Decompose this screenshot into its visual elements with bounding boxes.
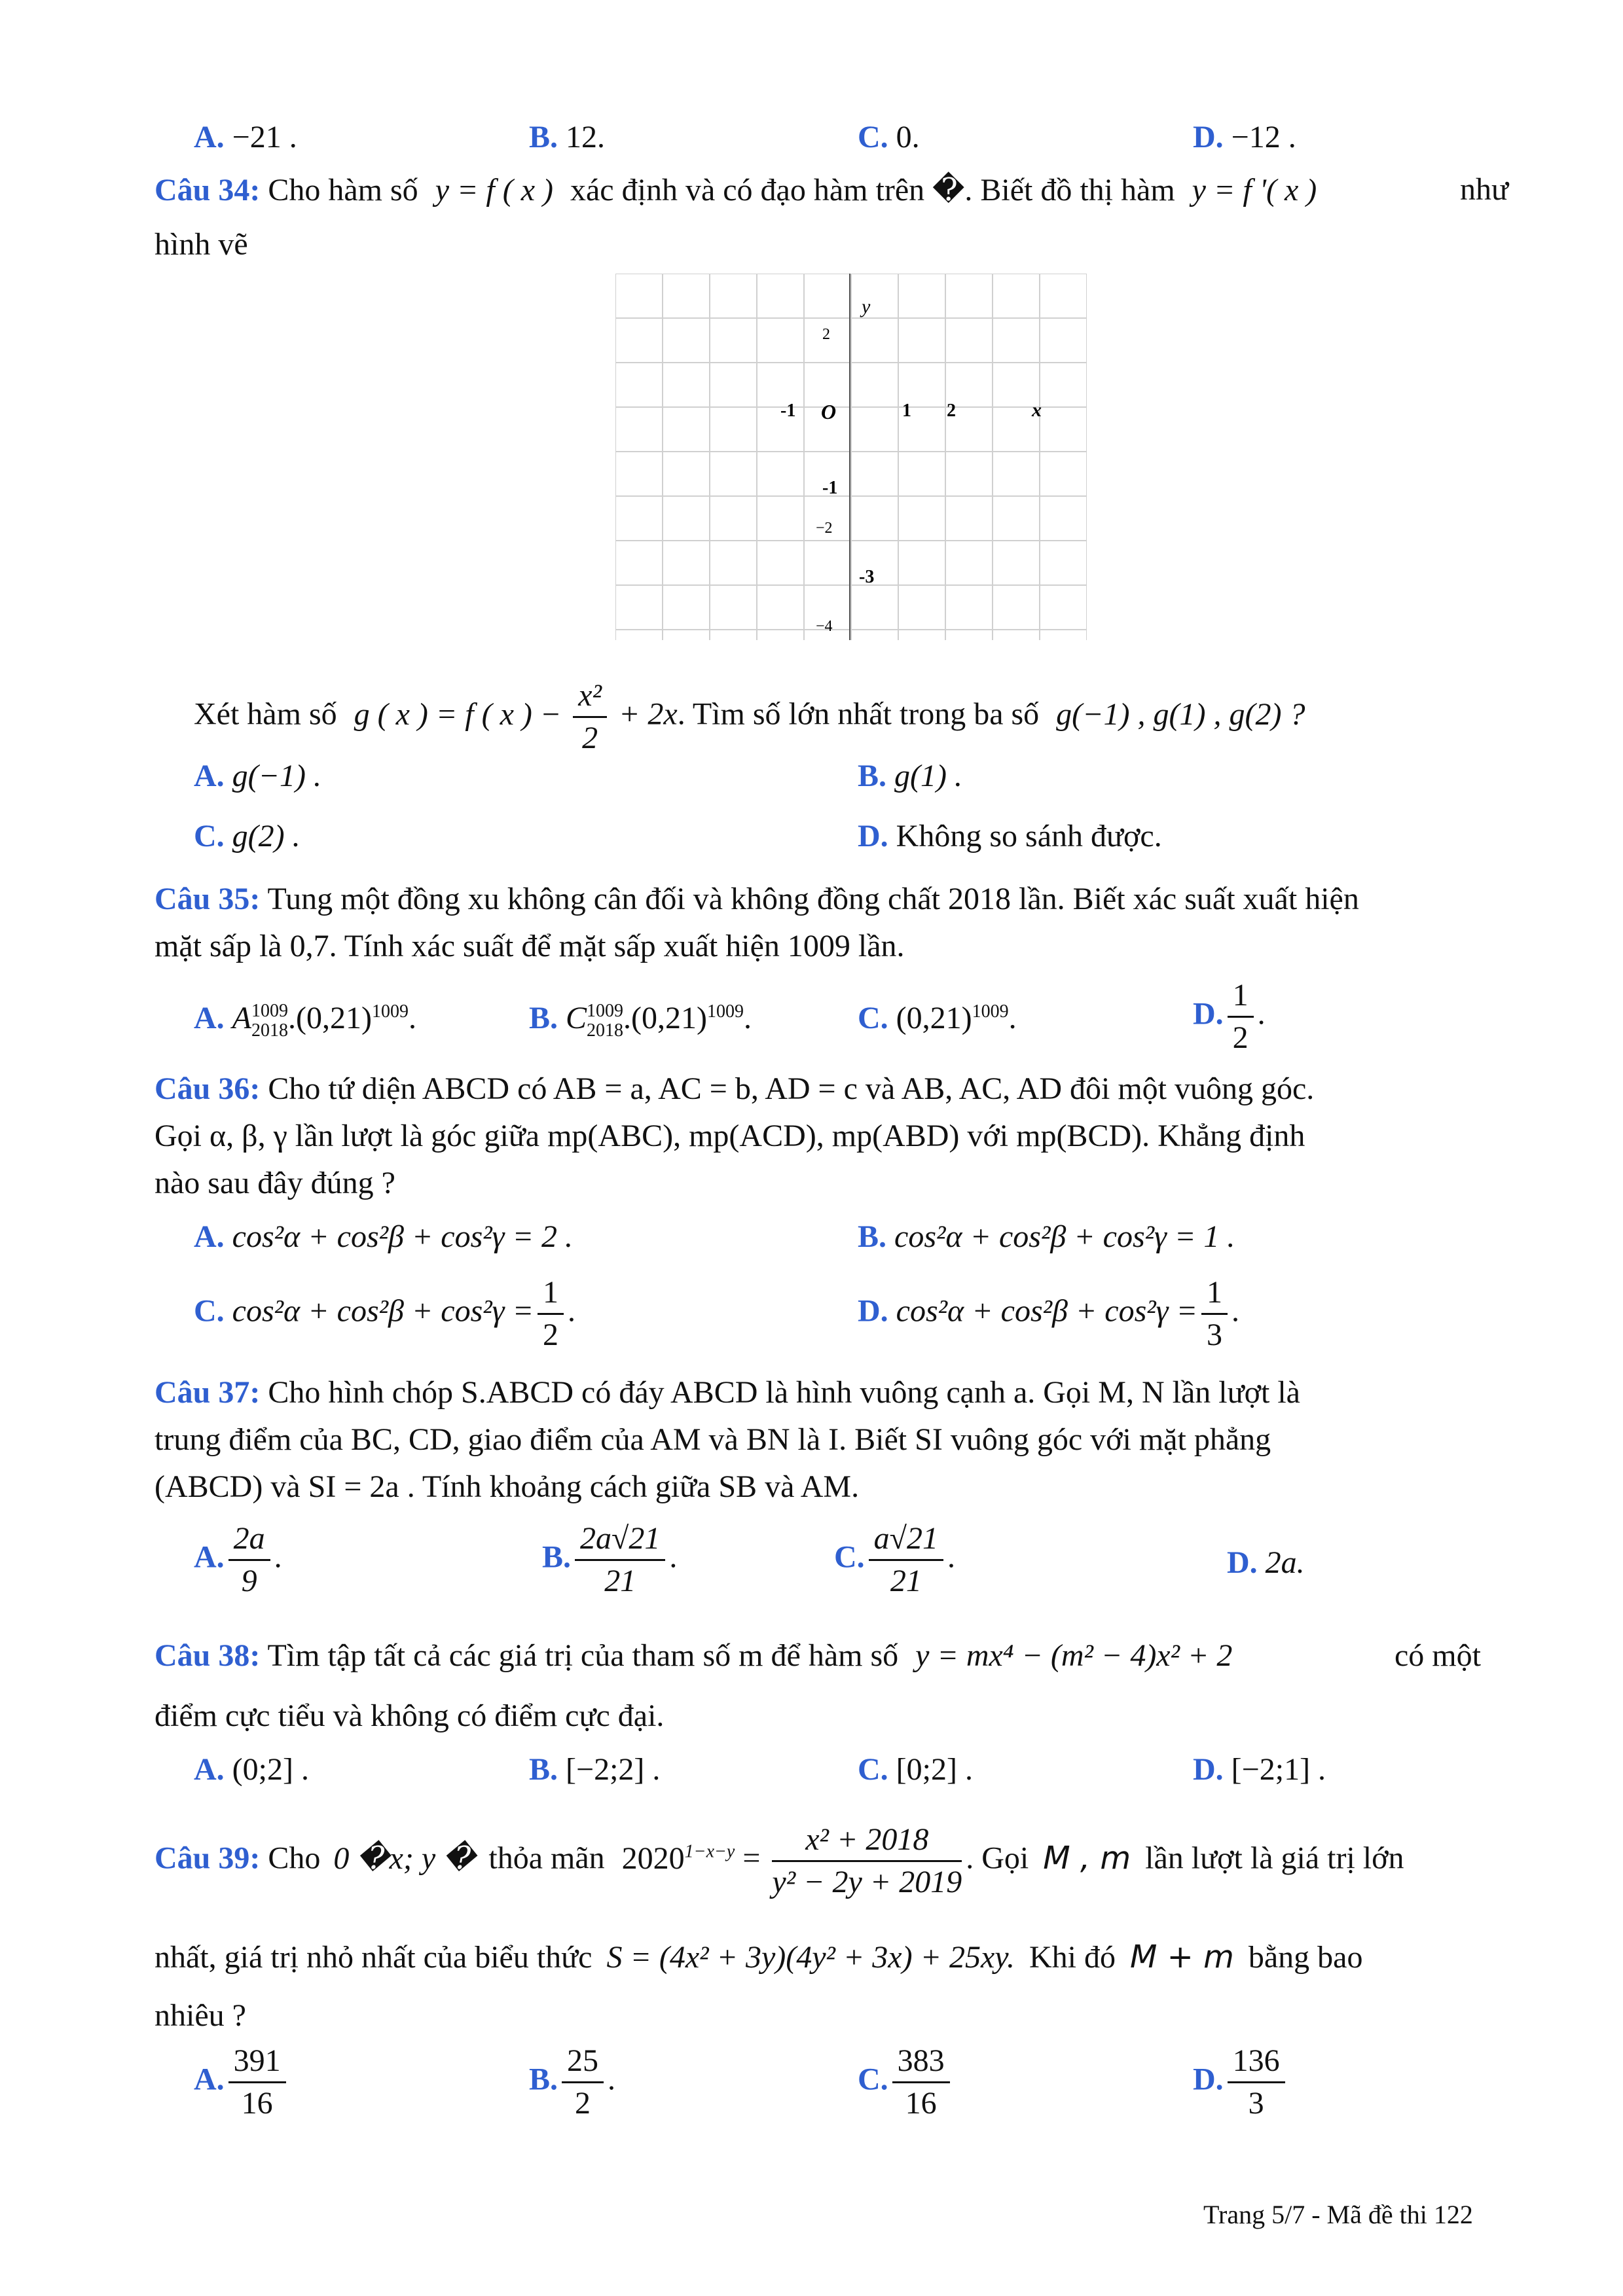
derivative-graph <box>615 274 1087 640</box>
q39-option-c: C. $\frac{383}{16}$ <box>858 2041 954 2124</box>
q33-option-a: A. −21 . <box>194 120 297 154</box>
q36-option-a: A. cos²α + cos²β + cos²γ = 2 . <box>194 1219 573 1254</box>
q33-option-d: D. −12 . <box>1193 120 1296 154</box>
q37-option-c: C. $\frac{a√21}{21}$ . <box>834 1518 955 1602</box>
q39-stem-line1: Câu 39: Cho 0 �x; y � thỏa mãn $2020^{1-x-y}$ = $\frac{\text{x² + 2018}}{\text{y² − 2y + 2019}}$ . Gọi M , m lần lượt là giá trị lớn <box>155 1820 1404 1903</box>
q37-option-d: D. 2a. <box>1227 1545 1305 1580</box>
tick-x-neg1: -1 <box>780 401 796 421</box>
q35-option-c: C. $(0,21)^{1009}$. <box>858 1001 1017 1035</box>
origin-label: O <box>821 400 837 423</box>
q34-stem-tail: như <box>1460 172 1509 207</box>
page-footer: Trang 5/7 - Mã đề thi 122 <box>1203 2200 1473 2229</box>
q39-stem-line3: nhiêu ? <box>155 1998 246 2033</box>
tick-x-1: 1 <box>902 401 911 421</box>
q39-stem-line2: nhất, giá trị nhỏ nhất của biểu thức S = (4x² + 3y)(4y² + 3x) + 25xy. Khi đó M + m bằng bao <box>155 1939 1363 1975</box>
q38-option-a: A. (0;2] . <box>194 1752 309 1787</box>
q38-stem-line1: Câu 38: Tìm tập tất cả các giá trị của tham số m để hàm số y = mx⁴ − (m² − 4)x² + 2 <box>155 1638 1233 1673</box>
q37-stem-line2: trung điểm của BC, CD, giao điểm của AM và BN là I. Biết SI vuông góc với mặt phẳng <box>155 1422 1271 1457</box>
q36-option-c: C. cos²α + cos²β + cos²γ = $\frac{1}{2}$ . <box>194 1272 575 1355</box>
q38-stem-line2: điểm cực tiểu và không có điểm cực đại. <box>155 1698 665 1733</box>
q38-option-b: B. [−2;2] . <box>529 1752 661 1787</box>
tick-y-neg1: -1 <box>822 478 838 498</box>
q37-stem-line1: Câu 37: Cho hình chóp S.ABCD có đáy ABCD là hình vuông cạnh a. Gọi M, N lần lượt là <box>155 1375 1300 1410</box>
q38-option-c: C. [0;2] . <box>858 1752 973 1787</box>
q38-option-d: D. [−2;1] . <box>1193 1752 1326 1787</box>
q36-stem-line2: Gọi α, β, γ lần lượt là góc giữa mp(ABC), mp(ACD), mp(ABD) với mp(BCD). Khẳng định <box>155 1119 1305 1153</box>
q37-option-b: B. $\frac{2a√21}{21}$ . <box>542 1518 677 1602</box>
q35-stem-line1: Câu 35: Tung một đồng xu không cân đối và không đồng chất 2018 lần. Biết xác suất xuất hiện <box>155 882 1359 916</box>
q38-stem-tail: có một <box>1395 1638 1481 1673</box>
graph-grid <box>615 274 1087 640</box>
q39-option-b: B. $\frac{25}{2}$ . <box>529 2041 615 2124</box>
q34-option-a: A. g(−1) . <box>194 759 322 793</box>
q34-g-definition: Xét hàm số g ( x ) = f ( x ) − $\frac{\text{x²}}{2}$ + 2x. Tìm số lớn nhất trong ba số g(−1) , g(1) , g(2) ? <box>194 675 1305 759</box>
q34-option-b: B. g(1) . <box>858 759 962 793</box>
q35-option-d: D. $\frac{1}{2}$ . <box>1193 975 1266 1058</box>
tick-y-neg4: −4 <box>816 618 833 635</box>
tick-y-neg2: −2 <box>816 520 833 537</box>
q33-option-c: C. 0. <box>858 120 920 154</box>
q34-option-d: D. Không so sánh được. <box>858 819 1162 853</box>
q36-stem-line1: Câu 36: Cho tứ diện ABCD có AB = a, AC = b, AD = c và AB, AC, AD đôi một vuông góc. <box>155 1071 1315 1106</box>
tick-x-2: 2 <box>947 401 956 421</box>
x-axis-label: x <box>1032 399 1042 421</box>
tick-y-neg3: -3 <box>859 567 875 587</box>
q35-option-a: A. A 1009 2018 $.(0,21)^{1009}$. <box>194 1000 416 1041</box>
y-axis-label: y <box>862 296 871 317</box>
q37-stem-line3: (ABCD) và SI = 2a . Tính khoảng cách giữa SB và AM. <box>155 1469 860 1504</box>
q36-option-b: B. cos²α + cos²β + cos²γ = 1 . <box>858 1219 1235 1254</box>
q33-option-b: B. 12. <box>529 120 606 154</box>
q39-option-a: A. $\frac{391}{16}$ <box>194 2041 290 2124</box>
q34-option-c: C. g(2) . <box>194 819 301 853</box>
q36-stem-line3: nào sau đây đúng ? <box>155 1166 395 1200</box>
q35-stem-line2: mặt sấp là 0,7. Tính xác suất để mặt sấp xuất hiện 1009 lần. <box>155 929 905 963</box>
q37-option-a: A. $\frac{2a}{9}$ . <box>194 1518 282 1602</box>
q35-option-b: B. C 1009 2018 $.(0,21)^{1009}$. <box>529 1000 752 1041</box>
q34-stem: Câu 34: Cho hàm số y = f ( x ) xác định và có đạo hàm trên �. Biết đồ thị hàm y = f '( x ) <box>155 173 1317 207</box>
q36-option-d: D. cos²α + cos²β + cos²γ = $\frac{1}{3}$ . <box>858 1272 1239 1355</box>
q34-stem-line2: hình vẽ <box>155 227 248 262</box>
tick-y-2: 2 <box>822 326 830 343</box>
q39-option-d: D. $\frac{136}{3}$ <box>1193 2041 1289 2124</box>
